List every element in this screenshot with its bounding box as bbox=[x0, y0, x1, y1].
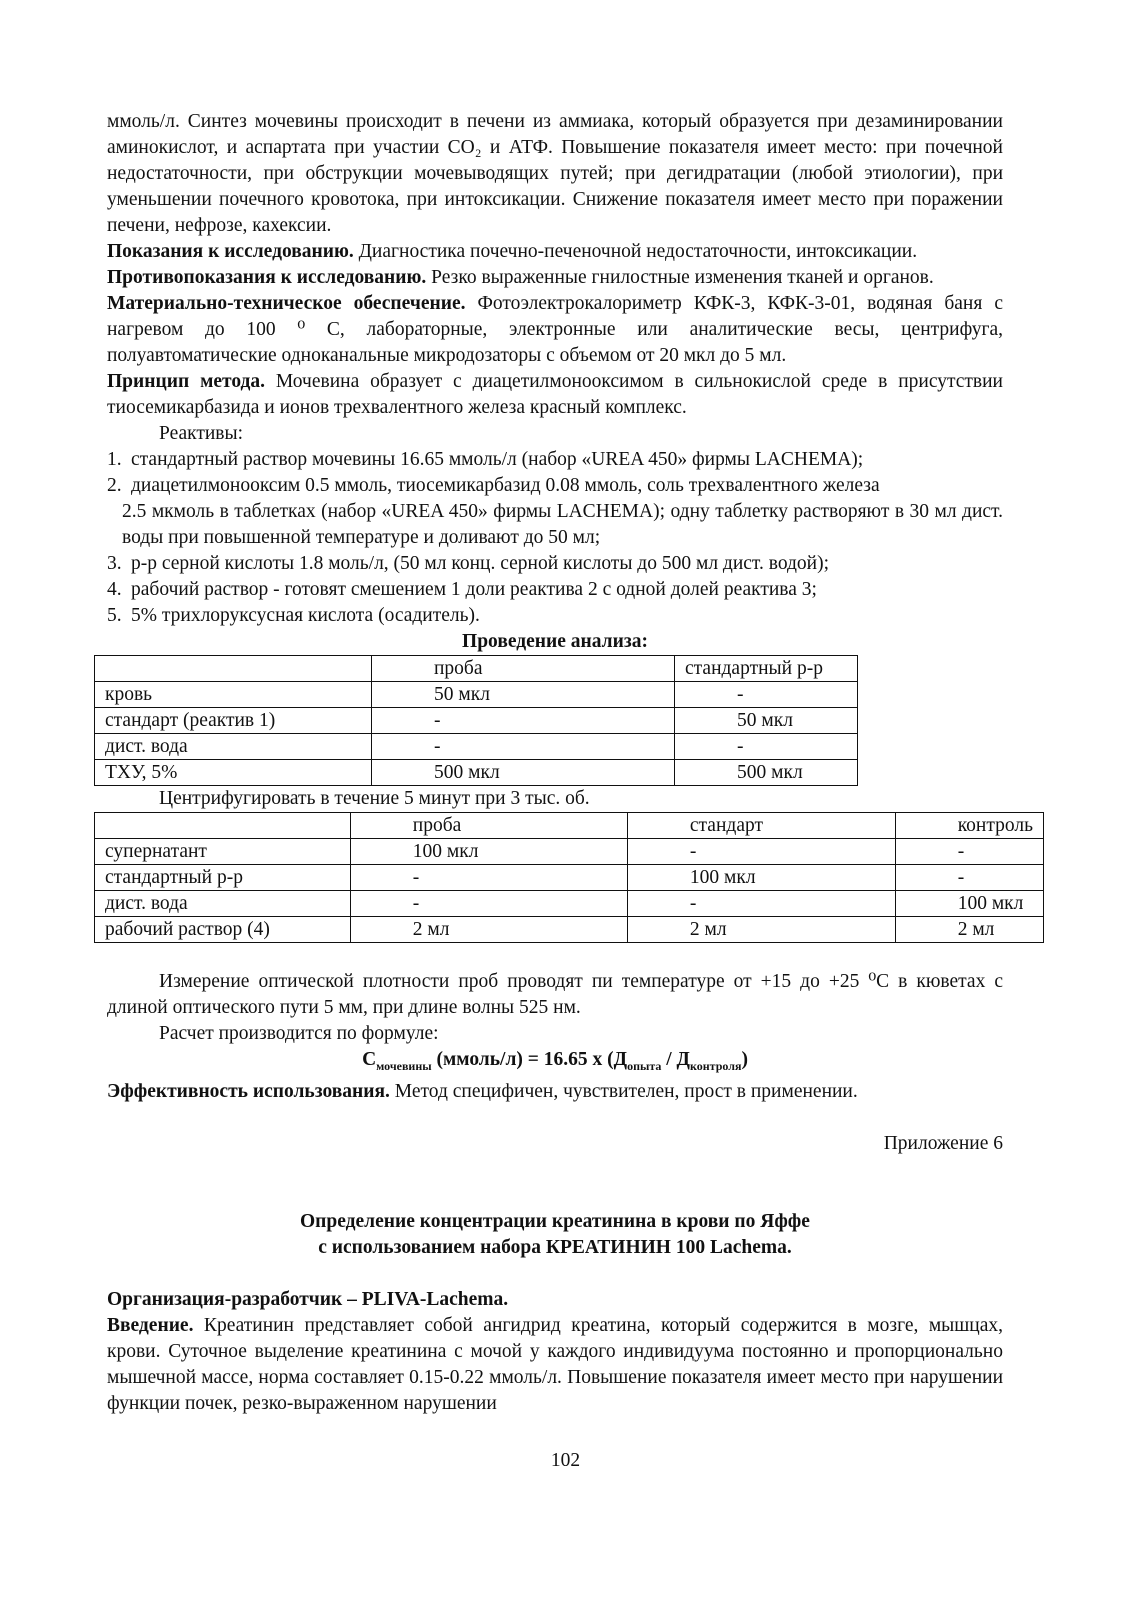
table-row bbox=[95, 682, 858, 708]
equipment-text: Фотоэлектрокалориметр КФК-3, КФК-3-01, водяная баня с нагревом до 100 ⁰ С, лабораторные, электронные или аналитические весы, центрифуга, полуавтоматические одноканальные микродозаторы с объемом от 20 мкл до 5 мл. bbox=[107, 293, 1003, 366]
principle-text: Мочевина образует с диацетилмонооксимом в сильнокислой среде в присутствии тиосемикарбазида и ионов трехвалентного железа красный комплекс. bbox=[107, 371, 1003, 418]
table-cell: 2 мл bbox=[350, 917, 627, 943]
indications-text: Диагностика почечно-печеночной недостаточности, интоксикации. bbox=[353, 241, 918, 262]
formula-part: C bbox=[362, 1049, 377, 1070]
reagents-title: Реактивы: bbox=[159, 423, 244, 444]
equipment-paragraph bbox=[107, 291, 1003, 369]
efficiency-text: Метод специфичен, чувствителен, прост в применении. bbox=[389, 1080, 858, 1102]
table-cell: - bbox=[895, 839, 1043, 865]
table-row bbox=[95, 891, 1044, 917]
introduction-text: Креатинин представляет собой ангидрид креатина, который содержится в мозге, мышцах, крови. Суточное выделение креатинина с мочой у каждого индивидуума постоянно и пропорционально мышечной массе, норма составляет 0.15-0.22 ммоль/л. Повышение показателя имеет место при нарушении функции почек, резко-выраженном нарушении bbox=[107, 1314, 1003, 1414]
table-header-cell: проба bbox=[372, 656, 675, 682]
introduction-paragraph bbox=[107, 1313, 1003, 1417]
page-number: 102 bbox=[550, 1450, 581, 1471]
table-cell: - bbox=[350, 891, 627, 917]
table-cell: 100 мкл bbox=[350, 839, 627, 865]
table-cell: - bbox=[675, 682, 858, 708]
principle-label: Принцип метода. bbox=[107, 371, 266, 392]
table-cell: кровь bbox=[95, 682, 372, 708]
contraindications-text: Резко выраженные гнилостные изменения тканей и органов. bbox=[426, 267, 934, 288]
table-header-cell: стандартный р-р bbox=[675, 656, 858, 682]
table-row bbox=[95, 760, 858, 786]
indications-label: Показания к исследованию. bbox=[107, 241, 354, 262]
table-row bbox=[95, 839, 1044, 865]
formula-subscript: опыта bbox=[627, 1058, 662, 1073]
list-item bbox=[107, 577, 1003, 603]
principle-paragraph bbox=[107, 369, 1003, 421]
table-cell: 100 мкл bbox=[895, 891, 1043, 917]
table-cell: супернатант bbox=[95, 839, 351, 865]
section-title bbox=[107, 1209, 1003, 1235]
list-item-text: стандартный раствор мочевины 16.65 ммоль/л (набор «UREA 450» фирмы LACHEMA); bbox=[131, 449, 864, 470]
table-row bbox=[95, 917, 1044, 943]
table-cell: 2 мл bbox=[627, 917, 895, 943]
table-row bbox=[95, 708, 858, 734]
table-cell: стандартный р-р bbox=[95, 865, 351, 891]
contraindications-paragraph bbox=[107, 265, 1003, 291]
table-cell: 500 мкл bbox=[675, 760, 858, 786]
table-cell: дист. вода bbox=[95, 734, 372, 760]
list-item bbox=[107, 603, 1003, 629]
table-header-row bbox=[95, 813, 1044, 839]
developer-paragraph bbox=[107, 1287, 1003, 1313]
efficiency-label: Эффективность использования. bbox=[107, 1080, 390, 1102]
table-cell: - bbox=[372, 734, 675, 760]
table-cell: рабочий раствор (4) bbox=[95, 917, 351, 943]
section-title-line: с использованием набора КРЕАТИНИН 100 Lachema. bbox=[318, 1236, 792, 1258]
formula-subscript: мочевины bbox=[376, 1058, 432, 1073]
section-title-line: Определение концентрации креатинина в крови по Яффе bbox=[300, 1210, 810, 1232]
table-cell: 50 мкл bbox=[675, 708, 858, 734]
list-item-text: р-р серной кислоты 1.8 моль/л, (50 мл конц. серной кислоты до 500 мл дист. водой); bbox=[131, 553, 830, 574]
list-item-number: 3. bbox=[107, 553, 122, 574]
analysis-table-2 bbox=[94, 812, 1044, 943]
analysis-title-text: Проведение анализа: bbox=[462, 631, 648, 652]
document-page bbox=[105, 109, 1033, 1417]
table-cell: 2 мл bbox=[895, 917, 1043, 943]
list-item-number: 1. bbox=[107, 449, 122, 470]
introduction-label: Введение. bbox=[107, 1314, 194, 1336]
spacer bbox=[107, 1157, 1003, 1183]
table-header-cell bbox=[95, 656, 372, 682]
spacer bbox=[107, 1105, 1003, 1131]
spacer bbox=[107, 943, 1003, 969]
efficiency-paragraph bbox=[107, 1079, 1003, 1105]
list-item-number: 4. bbox=[107, 579, 122, 600]
table-row bbox=[95, 734, 858, 760]
analysis-table-1 bbox=[94, 655, 858, 786]
table-cell: - bbox=[627, 891, 895, 917]
table-cell: 100 мкл bbox=[627, 865, 895, 891]
contraindications-label: Противопоказания к исследованию. bbox=[107, 267, 427, 288]
calc-intro: Расчет производится по формуле: bbox=[159, 1023, 439, 1044]
table-cell: - bbox=[675, 734, 858, 760]
reagents-list bbox=[107, 447, 1003, 629]
spacer bbox=[107, 1183, 1003, 1209]
table-header-cell: стандарт bbox=[627, 813, 895, 839]
list-item-number: 5. bbox=[107, 605, 122, 626]
list-item bbox=[107, 447, 1003, 473]
table-header-cell: контроль bbox=[895, 813, 1043, 839]
urea-formula bbox=[107, 1047, 1003, 1079]
list-item-number: 2. bbox=[107, 475, 122, 496]
list-item bbox=[107, 551, 1003, 577]
table-header-cell: проба bbox=[350, 813, 627, 839]
table-row bbox=[95, 865, 1044, 891]
table-cell: - bbox=[895, 865, 1043, 891]
table-cell: - bbox=[627, 839, 895, 865]
table-cell: стандарт (реактив 1) bbox=[95, 708, 372, 734]
formula-part: (ммоль/л) = 16.65 х (Д bbox=[431, 1049, 628, 1070]
table-cell: 500 мкл bbox=[372, 760, 675, 786]
appendix-label: Приложение 6 bbox=[883, 1132, 1003, 1154]
table-header-row bbox=[95, 656, 858, 682]
list-item bbox=[107, 473, 1003, 499]
formula-subscript: контроля bbox=[689, 1058, 742, 1073]
analysis-title bbox=[107, 629, 1003, 655]
intro-paragraph: ммоль/л. Синтез мочевины происходит в печени из аммиака, который образуется при дезаминировании аминокислот, и аспартата при участии CO₂ и АТФ. Повышение показателя имеет место: при почечной недостаточности, при обструкции мочевыводящих путей; при дегидратации (любой этиологии), при уменьшении почечного кровотока, при интоксикации. Снижение показателя имеет место при поражении печени, нефрозе, кахексии. bbox=[107, 111, 1003, 236]
equipment-label: Материально-техническое обеспечение. bbox=[107, 293, 466, 314]
indications-paragraph bbox=[107, 239, 1003, 265]
table-cell: дист. вода bbox=[95, 891, 351, 917]
table-cell: 50 мкл bbox=[372, 682, 675, 708]
list-item-continuation: 2.5 мкмоль в таблетках (набор «UREA 450» фирмы LACHEMA); одну таблетку растворяют в 30 мл дист. воды при повышенной температуре и доливают до 50 мл; bbox=[122, 501, 1003, 548]
measurement-paragraph: Измерение оптической плотности проб проводят пи температуре от +15 до +25 ⁰С в кюветах с длиной оптического пути 5 мм, при длине волны 525 нм. bbox=[107, 971, 1003, 1018]
spacer bbox=[107, 1261, 1003, 1287]
developer-text: Организация-разработчик – PLIVA-Lachema. bbox=[107, 1288, 509, 1310]
section-subtitle bbox=[107, 1235, 1003, 1261]
formula-part: ) bbox=[741, 1049, 748, 1070]
formula-part: / Д bbox=[661, 1049, 690, 1070]
table-cell: - bbox=[372, 708, 675, 734]
centrifuge-note: Центрифугировать в течение 5 минут при 3 тыс. об. bbox=[159, 788, 590, 809]
table-header-cell bbox=[95, 813, 351, 839]
table-cell: ТХУ, 5% bbox=[95, 760, 372, 786]
table-cell: - bbox=[350, 865, 627, 891]
list-item-text: 5% трихлоруксусная кислота (осадитель). bbox=[131, 605, 480, 626]
list-item-text: рабочий раствор - готовят смешением 1 доли реактива 2 с одной долей реактива 3; bbox=[131, 579, 817, 600]
list-item-text: диацетилмонооксим 0.5 ммоль, тиосемикарбазид 0.08 ммоль, соль трехвалентного железа bbox=[131, 475, 880, 496]
